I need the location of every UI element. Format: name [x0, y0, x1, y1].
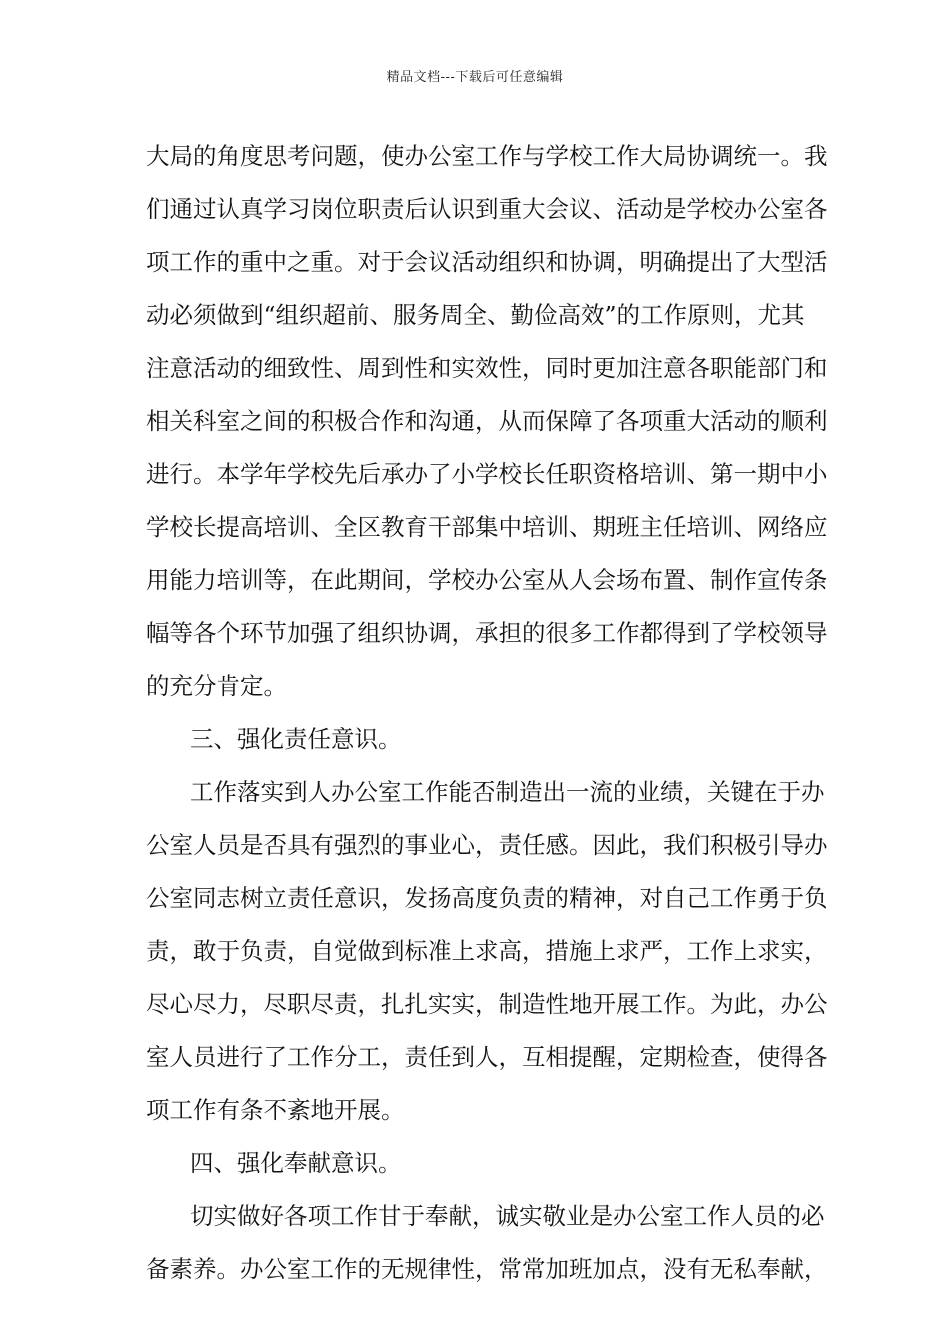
text-line: 室人员进行了工作分工，责任到人，互相提醒，定期检查，使得各	[146, 1043, 828, 1071]
text-line: 切实做好各项工作甘于奉献，诚实敬业是办公室工作人员的必	[190, 1202, 825, 1230]
text-line: 学校长提高培训、全区教育干部集中培训、期班主任培训、网络应	[146, 513, 828, 541]
text-line: 相关科室之间的积极合作和沟通，从而保障了各项重大活动的顺利	[146, 407, 828, 435]
text-line: 公室同志树立责任意识，发扬高度负责的精神，对自己工作勇于负	[146, 884, 828, 912]
text-line: 们通过认真学习岗位职责后认识到重大会议、活动是学校办公室各	[146, 195, 828, 223]
text-line: 项工作有条不紊地开展。	[146, 1096, 405, 1124]
text-line: 尽心尽力，尽职尽责，扎扎实实，制造性地开展工作。为此，办公	[146, 990, 828, 1018]
text-line: 幅等各个环节加强了组织协调，承担的很多工作都得到了学校领导	[146, 619, 828, 647]
text-line: 公室人员是否具有强烈的事业心，责任感。因此，我们积极引导办	[146, 831, 828, 859]
page-header: 精品文档---下载后可任意编辑	[386, 70, 564, 85]
text-line: 备素养。办公室工作的无规律性，常常加班加点，没有无私奉献，	[146, 1255, 828, 1283]
document-body	[146, 130, 828, 1296]
text-line: 责，敢于负责，自觉做到标准上求高，措施上求严，工作上求实，	[146, 937, 828, 965]
section-heading: 三、强化责任意识。	[190, 725, 402, 753]
text-line: 大局的角度思考问题，使办公室工作与学校工作大局协调统一。我	[146, 142, 828, 170]
section-heading: 四、强化奉献意识。	[190, 1149, 402, 1177]
text-line: 工作落实到人办公室工作能否制造出一流的业绩，关键在于办	[190, 778, 825, 806]
text-line: 项工作的重中之重。对于会议活动组织和协调，明确提出了大型活	[146, 248, 828, 276]
text-line: 的充分肯定。	[146, 672, 287, 700]
text-line: 用能力培训等，在此期间，学校办公室从人会场布置、制作宣传条	[146, 566, 828, 594]
text-line: 进行。本学年学校先后承办了小学校长任职资格培训、第一期中小	[146, 460, 828, 488]
text-line: 注意活动的细致性、周到性和实效性，同时更加注意各职能部门和	[146, 354, 828, 382]
text-line: 动必须做到“组织超前、服务周全、勤俭高效”的工作原则，尤其	[146, 301, 805, 329]
